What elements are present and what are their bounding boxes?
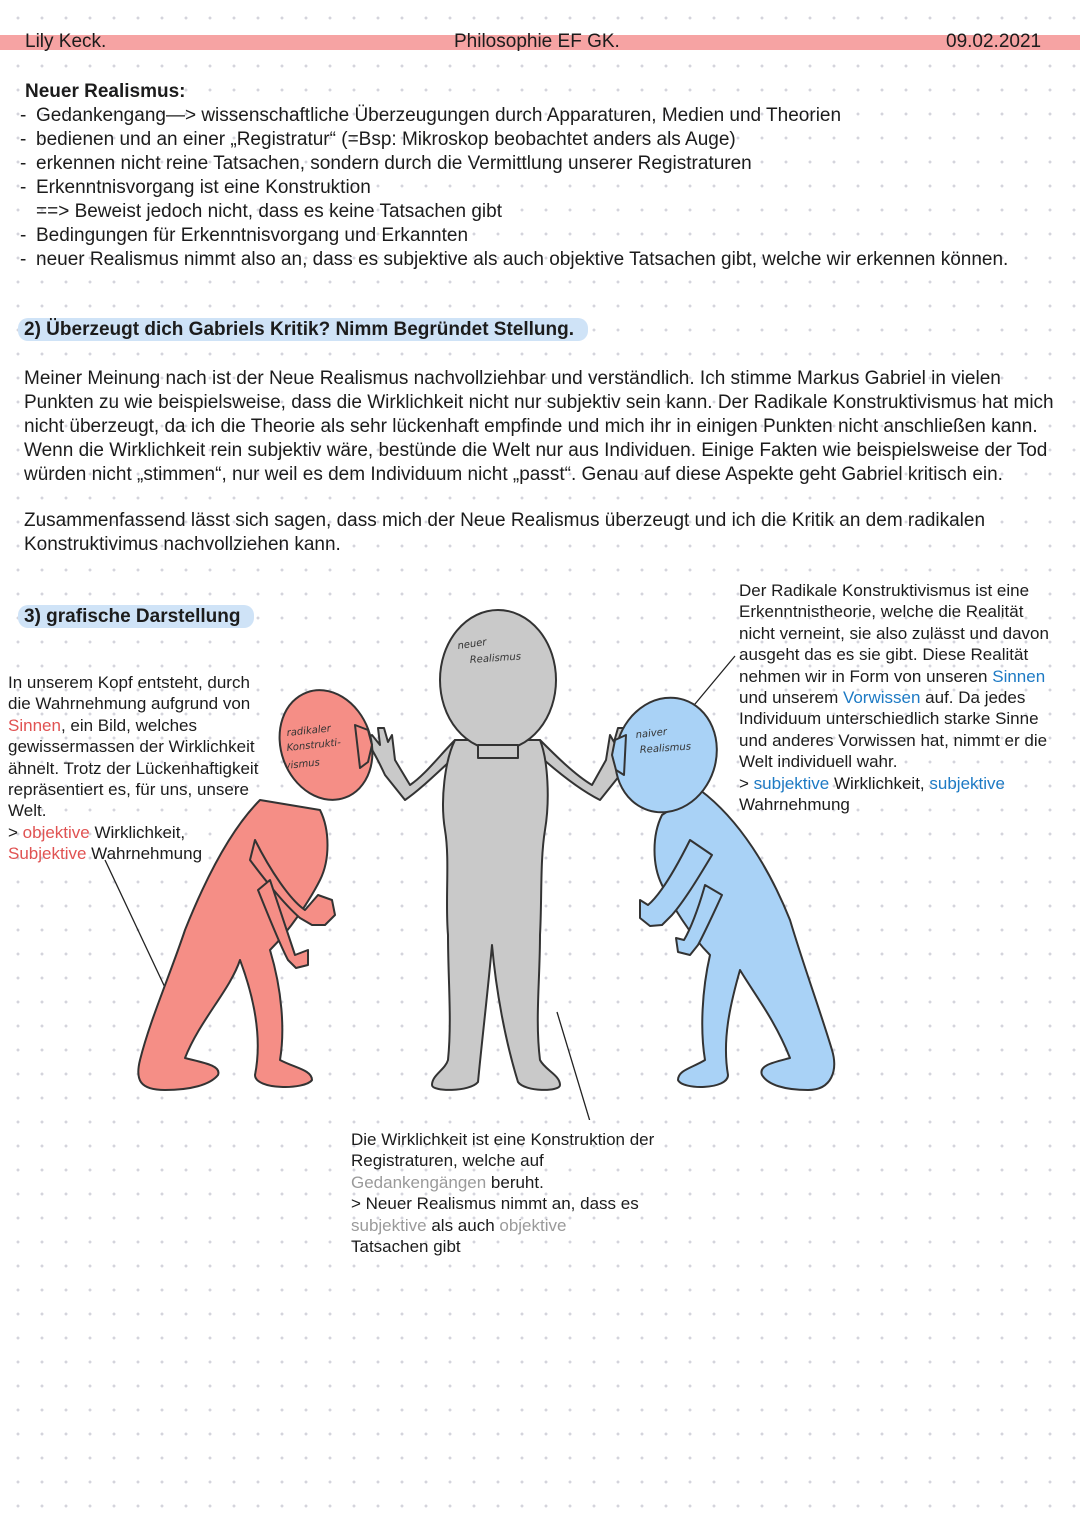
bottom-annotation: Die Wirklichkeit ist eine Konstruktion der Registraturen, welche auf Gedankengängen beruht. > Neuer Realismus nimmt an, dass es subjektive als auch objektive Tatsachen gibt <box>351 1130 655 1257</box>
date: 09.02.2021 <box>946 31 1042 52</box>
section3-heading: 3) grafische Darstellung <box>18 605 254 629</box>
center-head-label-2: Realismus <box>469 651 522 666</box>
right-head-label-1: naiver <box>635 726 668 741</box>
list-item: - neuer Realismus nimmt also an, dass es subjektive als auch objektive Tatsachen gibt, welche wir erkennen können. <box>20 248 1050 272</box>
left-head-label-3: vismus <box>284 757 321 772</box>
red-figure <box>138 677 387 1090</box>
section2-paragraph-1: Meiner Meinung nach ist der Neue Realismus nachvollziehbar und verständlich. Ich stimme Markus Gabriel in vielen Punkten zu wie beispielsweise, dass die Wirklichkeit nicht nur subjektiv sein kann. Der Radikale Konstruktivismus hat mich nicht überzeugt, da ich die Theorie als sehr lückenhaft empfinde und mich ihr in einigen Punkten nicht anschließen kann. Wenn die Wirklichkeit rein subjektiv wäre, bestünde die Welt nur aus Individuen. Einige Fakten wie beispielsweise der Tod würden nicht „stimmen“, nur weil es dem Individuum nicht „passt“. Genau auf diese Aspekte geht Gabriel kritisch ein. <box>24 368 1054 485</box>
list-item: - bedienen und an einer „Registratur“ (=Bsp: Mikroskop beobachtet anders als Auge) <box>20 128 1050 152</box>
section1-list <box>20 104 1050 272</box>
left-head-label-2: Konstrukti- <box>286 737 342 754</box>
author-name: Lily Keck. <box>25 31 107 52</box>
gray-figure <box>365 610 636 1090</box>
section2-paragraph-2: Zusammenfassend lässt sich sagen, dass mich der Neue Realismus überzeugt und ich die Kritik an dem radikalen Konstruktivimus nachvollziehen kann. <box>24 510 986 555</box>
center-head-label-1: neuer <box>456 637 488 652</box>
list-item: - Gedankengang—> wissenschaftliche Überzeugungen durch Apparaturen, Medien und Theorien <box>20 104 1050 128</box>
list-item: - Bedingungen für Erkenntnisvorgang und Erkannten <box>20 224 1050 248</box>
left-annotation: In unserem Kopf entsteht, durch die Wahrnehmung aufgrund von Sinnen, ein Bild, welches gewissermassen der Wirklichkeit ähnelt. Trotz der Lückenhaftigkeit repräsentiert es, für uns, unsere Welt. > objektive Wirklichkeit, Subjektive Wahrnehmung <box>8 673 259 864</box>
blue-figure <box>601 684 835 1090</box>
right-head-label-2: Realismus <box>639 741 692 756</box>
figure-illustration <box>0 560 1080 1120</box>
left-head-label-1: radikaler <box>286 723 332 739</box>
section2-heading: 2) Überzeugt dich Gabriels Kritik? Nimm Begründet Stellung. <box>18 318 588 342</box>
list-item-conclusion: ==> Beweist jedoch nicht, dass es keine Tatsachen gibt <box>36 201 502 222</box>
bottom-pointer-line <box>557 1012 592 1120</box>
right-annotation: Der Radikale Konstruktivismus ist eine Erkenntnistheorie, welche die Realität nicht verneint, sie also zulässt und davon ausgeht das es sie gibt. Diese Realität nehmen wir in Form von unseren Sinnen und unserem Vorwissen auf. Da jedes Individuum unterschiedlich starke Sinne und anderes Vorwissen hat, nimmt er die Welt individuell wahr. > subjektive Wirklichkeit, subjektive Wahrnehmung <box>739 581 1049 815</box>
subject-title: Philosophie EF GK. <box>454 31 620 52</box>
list-item: - Erkenntnisvorgang ist eine Konstruktion <box>20 176 1050 200</box>
section1-heading: Neuer Realismus: <box>25 81 186 102</box>
list-item: - erkennen nicht reine Tatsachen, sondern durch die Vermittlung unserer Registraturen <box>20 152 1050 176</box>
